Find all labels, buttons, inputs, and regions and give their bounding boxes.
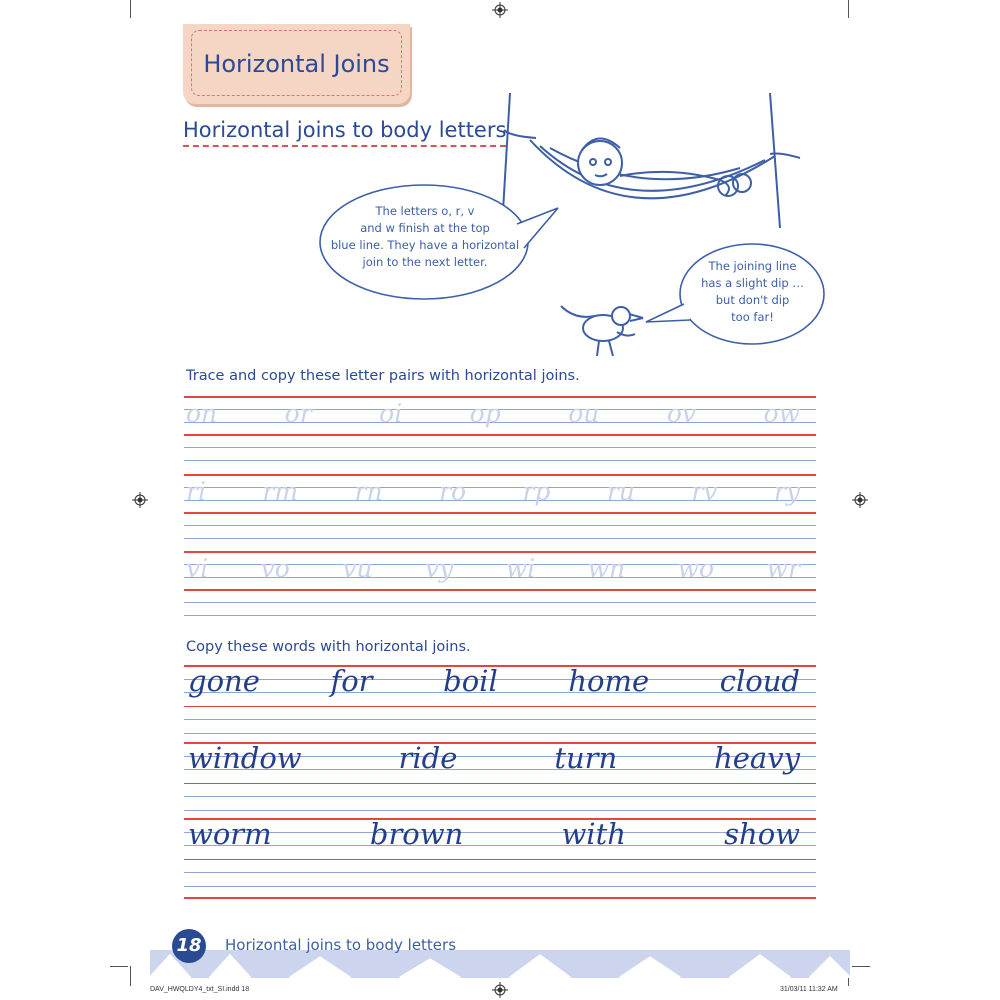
- trace-pair[interactable]: or: [284, 399, 312, 428]
- trace-pair[interactable]: ou: [568, 399, 600, 428]
- copy-row-1: [188, 664, 800, 698]
- trace-row-1: [186, 399, 800, 428]
- blue-guide-line: [184, 538, 816, 539]
- trace-pair[interactable]: rm: [262, 477, 299, 506]
- blue-guide-line: [184, 872, 816, 873]
- trace-pair[interactable]: wi: [505, 554, 536, 583]
- model-word: turn: [554, 741, 618, 775]
- trace-pair[interactable]: ov: [666, 399, 697, 428]
- footer-pattern: [150, 950, 850, 978]
- red-guide-line: [184, 474, 816, 476]
- red-guide-line: [184, 897, 816, 899]
- model-word: heavy: [714, 741, 800, 775]
- crop-mark: [130, 966, 131, 986]
- red-guide-line: [184, 512, 816, 514]
- blue-guide-line: [184, 525, 816, 526]
- trace-pair[interactable]: rp: [522, 477, 551, 506]
- registration-mark-icon: [492, 982, 508, 998]
- speech-bubble-left-text: The letters o, r, v and w finish at the top blue line. They have a horizontal join to the next letter.: [330, 204, 520, 269]
- copy-row-3: [188, 817, 800, 851]
- trace-pair[interactable]: ri: [186, 477, 206, 506]
- trace-pair[interactable]: ry: [773, 477, 800, 506]
- trace-pair[interactable]: rv: [691, 477, 718, 506]
- blue-guide-line: [184, 886, 816, 887]
- model-word: with: [561, 817, 626, 851]
- footer-label: Horizontal joins to body letters: [225, 936, 457, 954]
- red-guide-line: [184, 434, 816, 436]
- trace-pair[interactable]: oi: [379, 399, 403, 428]
- model-word: for: [330, 664, 373, 698]
- bird-illustration: [555, 298, 650, 363]
- trace-pair[interactable]: wo: [677, 554, 715, 583]
- model-word: brown: [369, 817, 464, 851]
- blue-guide-line: [184, 810, 816, 811]
- trace-pair[interactable]: vu: [342, 554, 373, 583]
- model-word: home: [568, 664, 650, 698]
- page-title: Horizontal Joins: [203, 50, 390, 78]
- page-number: 18: [172, 929, 206, 963]
- blue-guide-line: [184, 460, 816, 461]
- trace-pair[interactable]: vi: [186, 554, 209, 583]
- trace-pair[interactable]: wr: [766, 554, 800, 583]
- red-guide-line: [184, 551, 816, 553]
- blue-guide-line: [184, 447, 816, 448]
- model-word: cloud: [719, 664, 800, 698]
- registration-mark-icon: [852, 492, 868, 508]
- slug-filename: DAV_HWQLDY4_txt_SI.indd 18: [150, 986, 250, 993]
- copy-instruction: Copy these words with horizontal joins.: [186, 639, 471, 655]
- trace-pair[interactable]: ru: [606, 477, 635, 506]
- model-word: ride: [398, 741, 458, 775]
- trace-row-3: [186, 554, 800, 583]
- red-guide-line: [184, 396, 816, 398]
- crop-mark: [848, 0, 849, 18]
- red-guide-line: [184, 783, 816, 785]
- trace-pair[interactable]: vy: [425, 554, 454, 583]
- model-word: worm: [188, 817, 272, 851]
- model-word: gone: [188, 664, 260, 698]
- crop-mark: [110, 966, 128, 967]
- trace-pair[interactable]: ow: [763, 399, 800, 428]
- registration-mark-icon: [492, 2, 508, 18]
- crop-mark: [852, 966, 870, 967]
- section-subtitle: Horizontal joins to body letters: [183, 118, 506, 147]
- trace-pair[interactable]: wn: [587, 554, 626, 583]
- trace-pair[interactable]: ro: [439, 477, 467, 506]
- blue-guide-line: [184, 615, 816, 616]
- title-tab: [183, 24, 410, 104]
- model-word: window: [188, 741, 302, 775]
- trace-pair[interactable]: on: [186, 399, 218, 428]
- blue-guide-line: [184, 796, 816, 797]
- trace-pair[interactable]: op: [469, 399, 501, 428]
- blue-guide-line: [184, 719, 816, 720]
- blue-guide-line: [184, 602, 816, 603]
- model-word: boil: [443, 664, 498, 698]
- trace-pair[interactable]: vo: [260, 554, 290, 583]
- speech-bubble-right-text: The joining line has a slight dip … but don't dip too far!: [701, 259, 804, 324]
- crop-mark: [130, 0, 131, 18]
- copy-row-2: [188, 741, 800, 775]
- red-guide-line: [184, 859, 816, 861]
- registration-mark-icon: [132, 492, 148, 508]
- model-word: show: [724, 817, 800, 851]
- red-guide-line: [184, 589, 816, 591]
- trace-instruction: Trace and copy these letter pairs with horizontal joins.: [186, 368, 580, 384]
- trace-pair[interactable]: rn: [354, 477, 383, 506]
- slug-timestamp: 31/03/11 11:32 AM: [780, 986, 838, 993]
- trace-row-2: [186, 477, 800, 506]
- red-guide-line: [184, 706, 816, 708]
- blue-guide-line: [184, 733, 816, 734]
